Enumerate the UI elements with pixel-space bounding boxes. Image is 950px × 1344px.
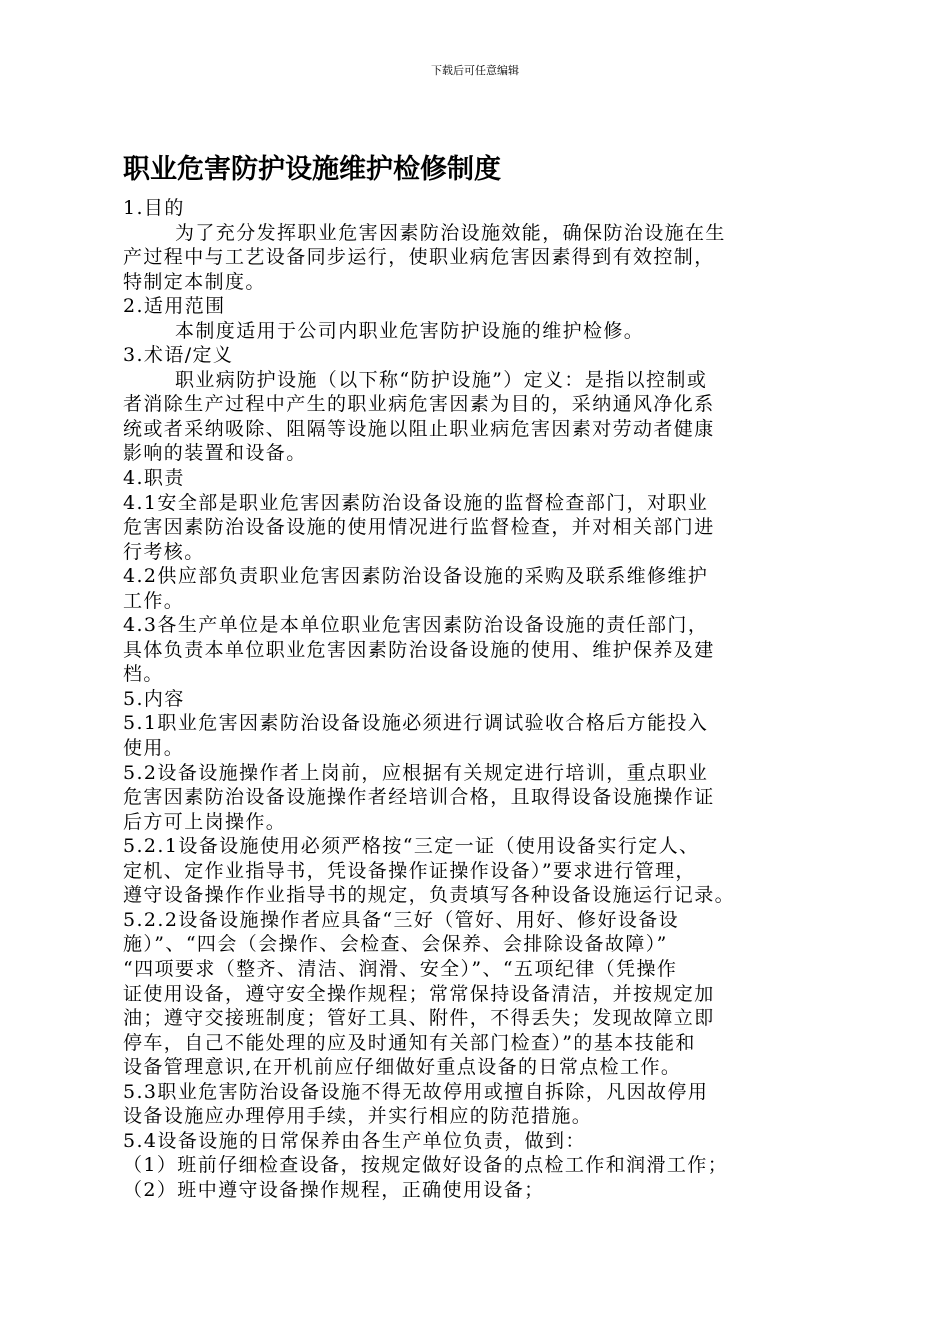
body-line: 定机、定作业指导书，凭设备操作证操作设备）”要求进行管理，: [123, 859, 696, 882]
body-line: 统或者采纳吸除、阻隔等设施以阻止职业病危害因素对劳动者健康: [123, 417, 715, 440]
body-line: 5.1职业危害因素防治设备设施必须进行调试验收合格后方能投入: [123, 712, 709, 735]
body-line: 者消除生产过程中产生的职业病危害因素为目的，采纳通风净化系: [123, 393, 715, 416]
body-line: （2）班中遵守设备操作规程，正确使用设备；: [123, 1178, 545, 1201]
body-line: 后方可上岗操作。: [123, 810, 287, 833]
body-line: 危害因素防治设备设施操作者经培训合格，且取得设备设施操作证: [123, 786, 715, 809]
body-line: 遵守设备操作作业指导书的规定，负责填写各种设备设施运行记录。: [123, 884, 736, 907]
body-line: 5.2.1设备设施使用必须严格按“三定一证（使用设备实行定人、: [123, 835, 700, 858]
body-line: 影响的装置和设备。: [123, 442, 307, 465]
body-line: 证使用设备，遵守安全操作规程；常常保持设备清洁，并按规定加: [123, 982, 715, 1005]
document-body: [123, 196, 829, 1202]
body-line: 4.职责: [123, 467, 185, 490]
body-line: 4.3各生产单位是本单位职业危害因素防治设备设施的责任部门，: [123, 614, 709, 637]
body-line: 4.1安全部是职业危害因素防治设备设施的监督检查部门，对职业: [123, 491, 709, 514]
body-line: 5.2设备设施操作者上岗前，应根据有关规定进行培训，重点职业: [123, 761, 709, 784]
body-line: 具体负责本单位职业危害因素防治设备设施的使用、维护保养及建: [123, 638, 715, 661]
body-line: 2.适用范围: [123, 295, 226, 318]
body-line: 使用。: [123, 737, 185, 760]
body-line: 设备设施应办理停用手续，并实行相应的防范措施。: [123, 1105, 593, 1128]
body-line: 5.内容: [123, 687, 185, 710]
body-line: 停车，自己不能处理的应及时通知有关部门检查）”的基本技能和: [123, 1031, 696, 1054]
body-line: 本制度适用于公司内职业危害防护设施的维护检修。: [175, 319, 645, 342]
body-line: 3.术语/定义: [123, 344, 234, 367]
body-line: 1.目的: [123, 197, 185, 219]
body-line: 4.2供应部负责职业危害因素防治设备设施的采购及联系维修维护: [123, 565, 709, 588]
document-title: 职业危害防护设施维护检修制度: [123, 154, 501, 185]
body-line: “四项要求（整齐、清洁、润滑、安全）”、“五项纪律（凭操作: [123, 957, 678, 980]
body-line: 工作。: [123, 589, 185, 612]
body-line: 施）”、“四会（会操作、会检查、会保养、会排除设备故障）”: [123, 933, 668, 956]
body-line: 油；遵守交接班制度；管好工具、附件，不得丢失；发现故障立即: [123, 1007, 715, 1030]
body-line: 特制定本制度。: [123, 270, 266, 293]
body-line: （1）班前仔细检查设备，按规定做好设备的点检工作和润滑工作；: [123, 1154, 729, 1177]
body-line: 职业病防护设施（以下称“防护设施”）定义：是指以控制或: [175, 368, 708, 391]
body-line: 5.4设备设施的日常保养由各生产单位负责，做到：: [123, 1129, 586, 1152]
body-line: 5.3职业危害防治设备设施不得无故停用或擅自拆除，凡因故停用: [123, 1080, 709, 1103]
body-line: 危害因素防治设备设施的使用情况进行监督检查，并对相关部门进: [123, 516, 715, 539]
body-line: 档。: [123, 663, 164, 686]
page-header: 下载后可任意编辑: [431, 64, 519, 77]
body-line: 设备管理意识,在开机前应仔细做好重点设备的日常点检工作。: [123, 1056, 682, 1079]
body-line: 产过程中与工艺设备同步运行，使职业病危害因素得到有效控制，: [123, 246, 715, 269]
body-line: 行考核。: [123, 540, 205, 563]
body-line: 为了充分发挥职业危害因素防治设施效能，确保防治设施在生: [175, 221, 726, 244]
body-line: 5.2.2设备设施操作者应具备“三好（管好、用好、修好设备设: [123, 908, 680, 931]
